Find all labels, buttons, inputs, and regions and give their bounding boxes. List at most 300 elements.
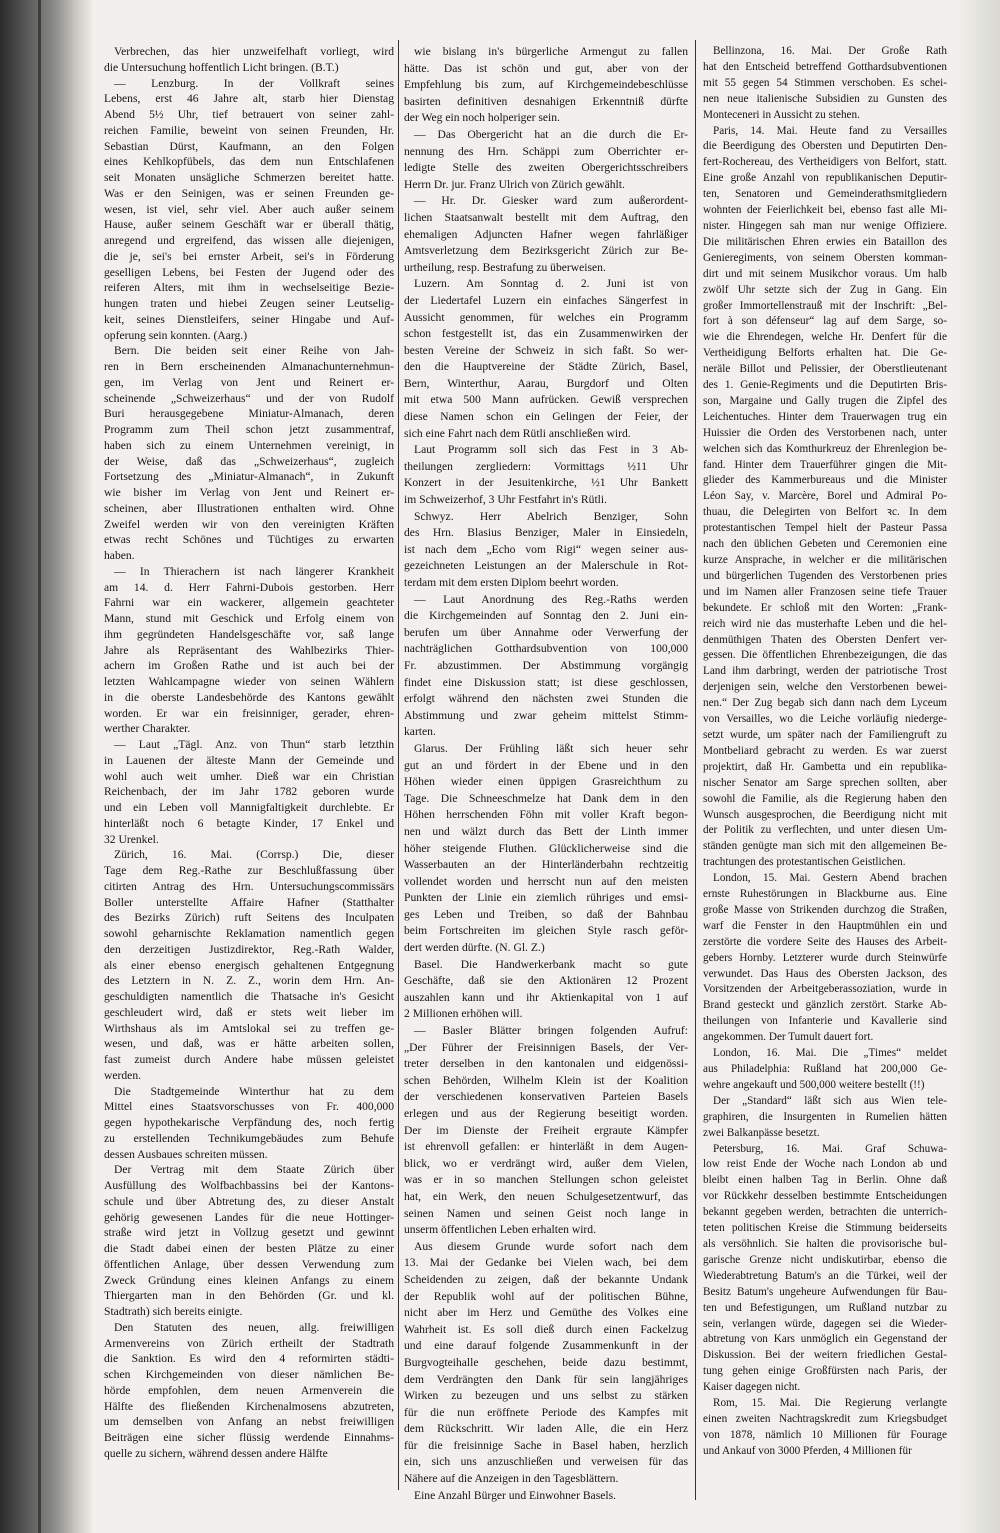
text-line: wie bislang in's bürgerliche Armengut zu fallen bbox=[414, 45, 688, 58]
text-line: hätte. Das ist schön und gut, aber von der bbox=[404, 61, 688, 75]
text-line: Bern, Winterthur, Aarau, Burgdorf und Olten bbox=[404, 376, 688, 390]
text-line: dem Verdrängten den Dank für sein langjähriges bbox=[404, 1372, 688, 1386]
text-line: karten. bbox=[404, 725, 436, 739]
text-line: quelle zu sichern, während dessen andere Hälfte bbox=[104, 1446, 328, 1460]
text-line: hat den Entscheid betreffend Gotthardsubventionen bbox=[703, 60, 947, 73]
text-line: letzten Wahlcampagne wieder von seinen Wählern bbox=[104, 675, 394, 688]
text-line: und im Namen aller Franzosen seine tiefe Trauer bbox=[703, 585, 947, 598]
text-line: Bellinzona, 16. Mai. Der Große Rath bbox=[713, 45, 947, 57]
text-line: die Stadt dabei einen der besten Plätze zu einer bbox=[104, 1242, 394, 1255]
text-line: auszahlen kann und ihr Aktienkapital von 1 auf bbox=[404, 990, 688, 1004]
text-line: Reichenbach, der im Jahr 1782 geboren wurde bbox=[104, 785, 394, 799]
text-line: Armenvereins von Zürich ertheilt der Stadtrath bbox=[104, 1336, 394, 1350]
text-line: als einer ebenso energisch gehaltenen Entgegnung bbox=[104, 958, 394, 972]
text-line: schen Kirchgemeinden von dieser nämlichen Be- bbox=[104, 1368, 394, 1381]
text-line: Schwyz. Herr Abelrich Benziger, Sohn bbox=[414, 509, 688, 523]
article-paragraph bbox=[104, 1084, 394, 1163]
text-line: wesen, ist viel, sehr viel. Aber auch außer seinem bbox=[104, 202, 394, 216]
text-line: im Schweizerhof, 3 Uhr Festfahrt in's Rütli. bbox=[404, 493, 608, 507]
text-line: fast zumeist durch Andere habe müssen geleistet bbox=[104, 1053, 394, 1066]
text-line: Aus diesem Grunde wurde sofort nach dem bbox=[414, 1239, 688, 1253]
text-line: Montbeliard gebracht zu werden. Es war zuerst bbox=[703, 744, 947, 757]
text-line: Bern. Die beiden seit einer Reihe von Jah- bbox=[114, 344, 394, 358]
text-line: mit etwa 500 Mann aufrücken. Gewiß versprechen bbox=[404, 393, 688, 407]
article-paragraph bbox=[104, 1162, 394, 1320]
text-line: sowohl geharnischte Reklamation namentlich gegen bbox=[104, 927, 394, 940]
text-line: des Letztern in N. Z. Z., worin dem Hrn. An- bbox=[104, 974, 394, 988]
article-paragraph bbox=[104, 44, 394, 76]
text-line: citirten Antrag des Hrn. Untersuchungscommissärs bbox=[104, 879, 394, 893]
text-line: sowohl die Familie, als die Regierung haben den bbox=[703, 792, 947, 805]
text-line: Aussicht genommen, für welches ein Programm bbox=[404, 310, 688, 324]
text-line: garische Grenze nicht undiskutirbar, ebenso die bbox=[703, 1253, 947, 1266]
book-binding-edge bbox=[0, 0, 92, 1533]
text-line: eines Kehlkopfübels, das dem nun Entschlafenen bbox=[104, 155, 394, 169]
text-line: der Weg ein noch holperiger sein. bbox=[404, 111, 560, 125]
text-line: etwas recht Schönes und Tüchtiges zu erwarten bbox=[104, 533, 394, 547]
text-line: Zweifel werden wir von den vereinigten Kräften bbox=[104, 517, 394, 531]
text-line: neräle Billot und Pelissier, der Oberstlieutenant bbox=[703, 363, 947, 376]
text-line: den die Hauptvereine der Städte Zürich, Basel, bbox=[404, 360, 688, 374]
text-line: dessen Ausbaues schreiten müssen. bbox=[104, 1147, 268, 1161]
column-2 bbox=[404, 44, 688, 1504]
article-paragraph bbox=[404, 127, 688, 193]
text-line: scheinen, aber Illustrationen enthalten wird. Ohne bbox=[104, 501, 394, 515]
text-line: Buri herausgegebene Miniatur-Almanach, deren bbox=[104, 407, 394, 421]
text-line: als versöhnlich. Sie halten die provisorische bul- bbox=[703, 1237, 947, 1250]
text-line: und ein Leben voll Mannigfaltigkeit durchlebte. Er bbox=[104, 801, 394, 814]
text-line: zu erstellenden Technikumgebäudes zum Behufe bbox=[104, 1131, 394, 1145]
text-line: London, 16. Mai. Die „Times“ meldet bbox=[713, 1047, 947, 1060]
text-line: ledigte Stelle des zweiten Obergerichtsschreibers bbox=[404, 161, 688, 175]
text-line: son, Margaine und Gally trugen die Zipfel des bbox=[703, 394, 947, 407]
text-line: 13. Mai der Gedanke bei Vielen wach, bei dem bbox=[404, 1256, 688, 1270]
text-line: Fahrni war ein wackerer, allgemein geachteter bbox=[104, 596, 394, 610]
text-line: hat, ein Werk, den neuen Schulgesetzentwurf, das bbox=[404, 1189, 688, 1203]
text-line: opferung sein konnten. (Aarg.) bbox=[104, 328, 248, 342]
text-line: geschleudert wird, daß er stets weit lieber im bbox=[104, 1005, 394, 1019]
text-line: ist ehrenvoll gefallen: er hinterläßt in dem Augen- bbox=[404, 1140, 688, 1154]
text-line: fert-Rochereau, des Vertheidigers von Belfort, statt. bbox=[703, 156, 947, 169]
text-line: denmüthigen Thaten des Obersten Denfert ver- bbox=[703, 633, 947, 646]
text-line: die Untersuchung hoffentlich Licht bringen. (B.T.) bbox=[104, 60, 339, 74]
text-line: — Lenzburg. In der Vollkraft seines bbox=[114, 76, 394, 90]
text-line: tung gehen einige Großfürsten nach Paris, der bbox=[703, 1365, 947, 1378]
text-line: gezeichneten Leistungen an der Malerschule in Rot- bbox=[404, 559, 688, 573]
text-line: einen zweiten Nachtragskredit zum Kriegsbudget bbox=[703, 1412, 947, 1425]
article-paragraph bbox=[404, 1488, 688, 1505]
article-paragraph bbox=[703, 1046, 947, 1094]
text-line: haben. bbox=[104, 549, 135, 562]
text-line: Wirken zu bezeugen und uns selbst zu stärken bbox=[404, 1389, 688, 1403]
text-line: Höhen wieder einen üppigen Grasreichthum zu bbox=[404, 775, 688, 789]
text-line: haben sich zu einem Unternehmen vereinigt, in bbox=[104, 438, 394, 452]
text-line: des Bezirks Zürich) ruft Seitens des Inculpaten bbox=[104, 911, 394, 925]
text-line: Diskussion. Bei der weitern friedlichen Gestal- bbox=[703, 1349, 947, 1362]
article-paragraph bbox=[104, 737, 394, 847]
text-line: Herrn Dr. jur. Franz Ulrich von Zürich gewählt. bbox=[404, 177, 625, 191]
text-line: Hälfte des fließenden Kirchenalmosens abzutreten, bbox=[104, 1399, 394, 1413]
text-line: Besitz Batum's ungeheure Aufwendungen für Bau- bbox=[703, 1285, 947, 1298]
text-line: Konzert in der Jesuitenkirche, ½1 Uhr Bankett bbox=[404, 476, 688, 490]
text-line: Eine Anzahl Bürger und Einwohner Basels. bbox=[414, 1488, 616, 1502]
text-line: projektirt, daß Hr. Gambetta und ein republika- bbox=[703, 760, 947, 773]
text-line: Wirthshaus als im Amtslokal sei zu treffen ge- bbox=[104, 1021, 394, 1035]
text-line: Mann, stund mit Geschick und Erfolg einem von bbox=[104, 612, 394, 625]
text-line: vor Rückkehr desselben bestimmte Entscheidungen bbox=[703, 1190, 947, 1203]
text-line: Beiträgen eine sicher flüssig werdende Einnahms- bbox=[104, 1431, 394, 1444]
text-line: trachtungen des protestantischen Geistlichen. bbox=[703, 856, 906, 869]
text-line: Petersburg, 16. Mai. Graf Schuwa- bbox=[713, 1142, 947, 1155]
text-line: — Laut Anordnung des Reg.-Raths werden bbox=[414, 592, 688, 606]
text-line: Abend 5½ Uhr, tief betrauert von seiner zahl- bbox=[104, 108, 394, 121]
text-line: nen neue italienische Subsidien zu Gunsten des bbox=[703, 92, 947, 105]
text-line: basirten definitiven desnahigen Erkenntniß dürfte bbox=[404, 94, 688, 108]
text-line: großer Immortellenstrauß mit der Inschrift: „Bel- bbox=[703, 299, 947, 312]
text-line: teten politischen Kreise die Stimmung beiderseits bbox=[703, 1222, 947, 1235]
text-line: worden. Er war ein freisinniger, gerader, ehren- bbox=[104, 706, 394, 720]
text-line: bekannt gegeben werden, betrachten die unterrich- bbox=[703, 1206, 947, 1219]
page-edge bbox=[960, 0, 1000, 1533]
text-line: Scheidenden zu zeigen, daß der bekannte Undank bbox=[404, 1272, 688, 1286]
article-paragraph bbox=[104, 343, 394, 564]
article-paragraph bbox=[404, 44, 688, 127]
text-line: Leichentuches. Hinter dem Trauerwagen trug ein bbox=[703, 410, 947, 423]
text-line: gegen hypothekarische Verpfändung des, noch fertig bbox=[104, 1116, 394, 1129]
text-line: besten Vereine der Schweiz in sich faßt. So wer- bbox=[404, 343, 688, 357]
text-line: fand. Hinter dem Trauerführer gingen die Mit- bbox=[703, 458, 947, 471]
text-line: die Kirchgemeinden auf Sonntag den 2. Juni ein- bbox=[404, 609, 688, 623]
text-line: gebers Hornby. Letzterer wurde durch Steinwürfe bbox=[703, 951, 947, 964]
text-line: Geschäfte, daß sie den Aktionären 12 Prozent bbox=[404, 974, 688, 988]
text-line: den derzeitigen Justizdirektor, Reg.-Rath Walder, bbox=[104, 942, 394, 956]
text-line: unserm öffentlichen Leben erhalten wird. bbox=[404, 1223, 596, 1237]
column-3 bbox=[703, 44, 947, 1460]
text-line: angekommen. Der Tumult dauert fort. bbox=[703, 1031, 874, 1044]
text-line: Luzern. Am Sonntag d. 2. Juni ist von bbox=[414, 277, 688, 291]
text-line: Fr. abzustimmen. Der Abstimmung vorgängig bbox=[404, 658, 688, 672]
text-line: geschuldigten namentlich die Thatsache in's Gesicht bbox=[104, 990, 394, 1003]
text-line: low reist Ende der Woche nach London ab und bbox=[703, 1158, 947, 1171]
text-line: zwölf Uhr setzte sich der Zug in Gang. Ein bbox=[703, 283, 947, 296]
text-line: Fortsetzung des „Miniatur-Almanach“, in Zukunft bbox=[104, 470, 394, 484]
text-line: — Hr. Dr. Giesker ward zum außerordent- bbox=[414, 194, 688, 208]
article-paragraph bbox=[703, 1396, 947, 1460]
text-line: nischer Senator am Sarge sprechen sollten, aber bbox=[703, 776, 947, 789]
text-line: — Das Obergericht hat an die durch die Er- bbox=[414, 127, 688, 141]
text-line: Lebens, erst 46 Jahre alt, starb hier Dienstag bbox=[104, 92, 394, 106]
text-line: zwei Balkanpässe besetzt. bbox=[703, 1126, 820, 1139]
text-line: aus Philadelphia: Rußland hat 200,000 Ge- bbox=[703, 1063, 947, 1075]
text-line: theilungen von Infanterie und Kavallerie sind bbox=[703, 1015, 947, 1028]
text-line: erfolgt während den nächsten zwei Stunden die bbox=[404, 692, 688, 706]
text-line: Empfehlung bis zum, auf Kirchgemeindebeschlüsse bbox=[404, 78, 688, 92]
text-line: Thiergarten man in den Behörden (Gr. und kl. bbox=[104, 1289, 394, 1303]
text-line: Vertheidigung Belforts erhalten hat. Die Ge- bbox=[703, 347, 947, 360]
text-line: fort à son défenseur“ lag auf dem Sarge, so- bbox=[703, 315, 947, 328]
text-line: Stadtrath) sich bereits einigte. bbox=[104, 1305, 243, 1318]
article-paragraph bbox=[104, 847, 394, 1083]
text-line: theilungen zergliedern: Vormittags ½11 Uhr bbox=[404, 459, 688, 473]
text-line: protestantischen Tempel hielt der Pasteur Passa bbox=[703, 522, 947, 535]
text-line: sein, verlangen würde, dagegen sei die Wieder- bbox=[703, 1317, 947, 1330]
text-line: öffentlichen Anlage, über dessen Verwendung zum bbox=[104, 1257, 394, 1271]
text-line: wohl auch weit umher. Dieß war ein Christian bbox=[104, 769, 394, 783]
text-line: nachträglichen Gotthardsubvention von 100,000 bbox=[404, 642, 688, 656]
text-line: Léon Say, v. Marcère, Borel und Admiral Po- bbox=[703, 490, 947, 503]
text-line: der Politik zu verflechten, und unter diesen Um- bbox=[703, 824, 947, 837]
text-line: Tage. Die Schneeschmelze hat Dank dem in den bbox=[404, 791, 688, 805]
text-line: von Versailles, wo die Leiche vorläufig niederge- bbox=[703, 713, 947, 726]
text-line: achern im Großen Rathe und ist auch bei der bbox=[104, 659, 394, 673]
text-line: des Hrn. Blasius Benziger, Maler in Einsiedeln, bbox=[404, 526, 688, 540]
text-line: die Beerdigung des Obersten und Deputirten Den- bbox=[703, 140, 947, 153]
text-line: Monteceneri in Aussicht zu stehen. bbox=[703, 108, 860, 121]
text-line: für die freisinnige Sache in Basel haben, herzlich bbox=[404, 1438, 688, 1452]
text-line: gut an und fördert in der Ebene und in den bbox=[404, 758, 688, 772]
text-line: Verbrechen, das hier unzweifelhaft vorliegt, wird bbox=[114, 45, 394, 58]
text-line: um demselben von Anfang an nebst freiwilligen bbox=[104, 1415, 394, 1429]
text-line: ges Leben und Treiben, so daß der Bahnbau bbox=[404, 907, 688, 921]
text-line: dem Rückschritt. Wir laden Alle, die ein Herz bbox=[404, 1422, 688, 1436]
text-line: wie bisher im Verlag von Jent und Reinert er- bbox=[104, 486, 394, 499]
text-line: Höhen herrschenden Föhn mit voller Kraft begon- bbox=[404, 808, 688, 822]
text-line: der verschiedenen konservativen Parteien Basels bbox=[404, 1090, 688, 1104]
text-line: Mittel eines Staatsvorschusses von Fr. 400,000 bbox=[104, 1100, 394, 1114]
article-paragraph bbox=[703, 124, 947, 872]
text-line: ren in Bern erscheinenden Almanachunternehmun- bbox=[104, 360, 394, 373]
text-line: werden. bbox=[104, 1068, 142, 1082]
text-line: Was er den Seinigen, was er seinen Freunden ge- bbox=[104, 186, 394, 200]
article-paragraph bbox=[404, 592, 688, 741]
text-line: werther Charakter. bbox=[104, 722, 191, 736]
text-line: beim Fortschreiten im gleichen Style rasch geför- bbox=[404, 924, 688, 938]
text-line: bekundete. Er schloß mit den Worten: „Frank- bbox=[703, 601, 947, 614]
text-line: geselligen Lebens, bei Festen der Jugend oder des bbox=[104, 265, 394, 279]
text-line: und bürgerlichen Tugenden des Verstorbenen pries bbox=[703, 569, 947, 582]
text-line: Land ihm darbringt, werden der patriotische Trost bbox=[703, 665, 947, 678]
text-line: in die oberste Landesbehörde des Kantons gewählt bbox=[104, 690, 394, 704]
article-paragraph bbox=[404, 276, 688, 442]
article-paragraph bbox=[703, 1094, 947, 1142]
text-line: zerstörte die vordere Seite des Hauses des Arbeit- bbox=[703, 935, 947, 948]
text-line: Der Vertrag mit dem Staate Zürich über bbox=[114, 1163, 394, 1177]
text-line: — In Thierachern ist nach längerer Krankheit bbox=[114, 564, 394, 578]
text-line: reichen Familie, beweint von seinen Freunden, Hr. bbox=[104, 123, 394, 137]
text-line: Basel. Die Handwerkerbank macht so gute bbox=[414, 957, 688, 971]
text-line: Der „Standard“ läßt sich aus Wien tele- bbox=[713, 1094, 947, 1107]
article-paragraph bbox=[404, 741, 688, 957]
text-line: Die militärischen Ehren erwies ein Bataillon des bbox=[703, 235, 947, 248]
text-line: hinterläßt noch 6 betagte Kinder, 17 Enkel und bbox=[104, 816, 394, 830]
text-line: ihm gegründeten Handelsgeschäfte vor, saß lange bbox=[104, 627, 394, 641]
article-paragraph bbox=[404, 1023, 688, 1239]
text-line: graphiren, die Insurgenten in Rumelien hätten bbox=[703, 1110, 947, 1123]
text-line: 32 Urenkel. bbox=[104, 832, 159, 846]
text-line: Wahrheit ist. Es soll dieß durch einen Fackelzug bbox=[404, 1322, 688, 1336]
text-line: Tage dem Reg.-Rathe zur Beschlußfassung über bbox=[104, 864, 394, 877]
text-line: mit 55 gegen 54 Stimmen verschoben. Es schei- bbox=[703, 76, 947, 89]
text-line: dirt und mit seinem Musikchor voraus. Um halb bbox=[703, 267, 947, 280]
text-line: Wunsch ausgesprochen, die Beerdigung nicht mit bbox=[703, 808, 947, 821]
text-line: Huissier die Orden des Verstorbenen nach, unter bbox=[703, 426, 947, 439]
article-paragraph bbox=[104, 76, 394, 344]
text-line: was er in so manchen Stellungen schon geleistet bbox=[404, 1173, 688, 1187]
text-line: Abstimmung und zwar geheim mittelst Stimm- bbox=[404, 708, 688, 722]
text-line: ist nach dem „Echo vom Rigi“ wegen seiner aus- bbox=[404, 542, 688, 556]
text-line: Zweck Gründung eines kleinen Anfangs zu einem bbox=[104, 1273, 394, 1287]
article-paragraph bbox=[104, 1320, 394, 1462]
text-line: lichen Staatsanwalt bestellt mit dem Auftrag, den bbox=[404, 210, 688, 224]
text-line: nen.“ Der Zug begab sich dann nach dem Lyceum bbox=[703, 697, 947, 710]
text-line: der Liedertafel Luzern ein einfaches Sängerfest in bbox=[404, 293, 688, 307]
article-paragraph bbox=[404, 509, 688, 592]
text-line: reiferen Alters, mit ihm in wechselseitige Bezie- bbox=[104, 281, 394, 295]
text-line: wehre angekauft und 500,000 weitere bestellt (!!) bbox=[703, 1078, 925, 1091]
text-line: glieder des Kammerbureaus und die Minister bbox=[703, 474, 947, 487]
text-line: verwundet. Das Haus des Obersten Jackson, des bbox=[703, 967, 947, 980]
text-line: Jahre als Repräsentant des Wahlbezirks Thier- bbox=[104, 643, 394, 657]
text-line: Kaiser dagegen nicht. bbox=[703, 1381, 801, 1394]
text-line: setzt wurde, um später nach der Familiengruft zu bbox=[703, 728, 947, 741]
text-line: findet eine Diskussion statt; ist diese geschlossen, bbox=[404, 675, 688, 689]
text-line: blick, wo er verdrängt wird, außer dem Vielen, bbox=[404, 1156, 688, 1170]
text-line: seit Monaten unsägliche Schmerzen bereitet hatte. bbox=[104, 171, 394, 184]
text-line: Paris, 14. Mai. Heute fand zu Versailles bbox=[713, 124, 947, 137]
text-line: Genieregiments, von seinem Obersten komman- bbox=[703, 251, 947, 264]
text-line: Burgvogteihalle geschehen, beide dazu bestimmt, bbox=[404, 1355, 688, 1369]
text-line: Glarus. Der Frühling läßt sich heuer sehr bbox=[414, 741, 688, 755]
text-line: Laut Programm soll sich das Fest in 3 Ab- bbox=[414, 443, 688, 457]
column-1 bbox=[104, 44, 394, 1462]
text-line: vollendet worden und herrscht nun auf den meisten bbox=[404, 874, 688, 888]
text-line: nicht aber im Herz und Gemüthe des Volkes eine bbox=[404, 1306, 688, 1320]
article-paragraph bbox=[703, 1142, 947, 1397]
text-line: straße wird jetzt in Vollzug gesetzt und gewinnt bbox=[104, 1226, 394, 1240]
text-line: terdam mit dem ersten Diplom beehrt worden. bbox=[404, 576, 619, 589]
text-line: in Lauenen der älteste Mann der Gemeinde und bbox=[104, 753, 394, 767]
article-paragraph bbox=[104, 564, 394, 737]
text-line: diese Namen schon ein Gelingen der Feier, der bbox=[404, 410, 688, 424]
text-line: ständen genügte man sich mit den allgemeinen Be- bbox=[703, 840, 947, 853]
article-paragraph bbox=[404, 193, 688, 276]
column-rule bbox=[398, 40, 399, 1490]
text-line: große Masse von Strikenden durchzog die Straßen, bbox=[703, 903, 947, 916]
text-line: Die Stadtgemeinde Winterthur hat zu dem bbox=[114, 1084, 394, 1098]
text-line: seinen Namen und seinen Geist noch lange in bbox=[404, 1206, 688, 1220]
text-line: scheinende „Schweizerhaus“ und der von Rudolf bbox=[104, 391, 394, 405]
text-line: treter derselben in den kantonalen und eidgenössi- bbox=[404, 1057, 688, 1071]
text-line: Wiederabtretung Batum's an die Türkei, weil der bbox=[703, 1269, 947, 1282]
text-line: — Basler Blätter bringen folgenden Aufruf: bbox=[414, 1024, 688, 1038]
text-line: Der im Dienste der Freiheit ergraute Kämpfer bbox=[404, 1123, 688, 1137]
text-line: am 14. d. Herr Fahrni-Dubois gestorben. Herr bbox=[104, 580, 394, 594]
text-line: ten und Befestigungen, um Rußland nutzbar zu bbox=[703, 1301, 947, 1314]
article-paragraph bbox=[703, 44, 947, 124]
article-paragraph bbox=[703, 871, 947, 1046]
text-line: abtretung von Kars unmöglich ein Gegenstand der bbox=[703, 1333, 947, 1346]
text-line: derjenigen sein, welche den Verstorbenen bewei- bbox=[703, 681, 947, 694]
text-line: nach den üblichen Gebeten und Ceremonien eine bbox=[703, 538, 947, 551]
text-line: keit, seines Dienstleifers, seiner Hingabe und Auf- bbox=[104, 312, 394, 326]
text-line: reich wird nie das musterhafte Leben und die hel- bbox=[703, 617, 947, 630]
text-line: nen und wälzt durch das Bett der Linth immer bbox=[404, 824, 688, 838]
text-line: ehemaligen Adjuncten Hafner wegen fahrläßiger bbox=[404, 227, 688, 241]
text-line: hungen traten und hiebei Zeugen seiner Leutselig- bbox=[104, 297, 394, 310]
text-line: schon festgestellt ist, das ein Zusammenwirken der bbox=[404, 327, 688, 341]
text-line: ernste Ruhestörungen in Blackburne aus. Eine bbox=[703, 888, 947, 901]
text-line: wie die Ehrendegen, welche Hr. Denfert für die bbox=[703, 331, 947, 344]
text-line: Den Statuten des neuen, allg. freiwilligen bbox=[114, 1320, 394, 1334]
text-line: wesen, und daß, was er hätte arbeiten sollen, bbox=[104, 1037, 394, 1051]
text-line: die je, sei's bei ernster Arbeit, sei's in Förderung bbox=[104, 249, 394, 263]
text-line: von 1878, nämlich 10 Millionen für Fourage bbox=[703, 1428, 947, 1441]
text-line: und eine darauf folgende Zusammenkunft in der bbox=[404, 1339, 688, 1353]
text-line: höher steigende Fluthen. Glücklicherweise sind die bbox=[404, 841, 688, 855]
text-line: schen Behörden, Wilhelm Klein ist der Koalition bbox=[404, 1073, 688, 1087]
text-line: schule und über Abtretung des, zu dieser Anstalt bbox=[104, 1194, 394, 1208]
text-line: hörde empfohlen, dem neuen Armenverein die bbox=[104, 1383, 394, 1397]
text-line: gehörig gewesenen Landes für die neue Hottinger- bbox=[104, 1210, 394, 1224]
text-line: Zürich, 16. Mai. (Corrsp.) Die, dieser bbox=[114, 848, 394, 862]
text-line: warf die Fenster in den Hauptmühlen ein und bbox=[703, 919, 947, 932]
text-line: Sebastian Dürst, Kaufmann, an den Folgen bbox=[104, 139, 394, 153]
text-line: urtheilung, resp. Bestrafung zu überweisen. bbox=[404, 260, 606, 274]
text-line: „Der Führer der Freisinnigen Basels, der Ver- bbox=[404, 1040, 688, 1054]
text-line: und Ankauf von 3000 Pferden, 4 Millionen für bbox=[703, 1444, 912, 1457]
text-line: kurze Ansprache, in welcher er die militärischen bbox=[703, 554, 947, 566]
text-line: nister. Hingegen sah man nur wenige Offiziere. bbox=[703, 219, 947, 232]
text-line: nennung des Hrn. Schäppi zum Oberrichter er- bbox=[404, 144, 688, 158]
text-line: — Laut „Tägl. Anz. von Thun“ starb letzthin bbox=[114, 738, 394, 751]
text-line: die Sanktion. Es wird den 4 reformirten städti- bbox=[104, 1352, 394, 1366]
text-line: ein, sich uns anzuschließen und verweisen für das bbox=[404, 1455, 688, 1469]
text-line: sich eine Fahrt nach dem Rütli anschließen wird. bbox=[404, 426, 631, 440]
text-line: des 1. Genie-Regiments und die Deputirten Bris- bbox=[703, 379, 947, 392]
text-line: dert werden dürfte. (N. Gl. Z.) bbox=[404, 941, 545, 955]
article-paragraph bbox=[404, 957, 688, 1023]
text-line: Amtsverletzung dem Bezirksgericht Zürich zur Be- bbox=[404, 244, 688, 258]
text-line: Hause, außer seinem Geschäft war er überall thätig, bbox=[104, 218, 394, 232]
text-line: gessen. Die öffentlichen Ehrenbezeigungen, die das bbox=[703, 649, 947, 662]
text-line: der Republik wohl auf der politischen Bühne, bbox=[404, 1289, 688, 1303]
text-line: gen, im Verlag von Jent und Reinert er- bbox=[104, 375, 394, 389]
text-line: 2 Millionen erhöhen will. bbox=[404, 1007, 523, 1021]
text-line: Programm zum Theil schon jetzt zusammentraf, bbox=[104, 423, 394, 436]
text-line: welchen sich das Komthurkreuz der Ehrenlegion be- bbox=[703, 442, 947, 455]
text-line: Rom, 15. Mai. Die Regierung verlangte bbox=[713, 1397, 947, 1410]
article-paragraph bbox=[404, 442, 688, 508]
text-line: anregend und ergreifend, das wissen alle diejenigen, bbox=[104, 234, 394, 247]
text-line: Nähere auf die Anzeigen in den Tagesblättern. bbox=[404, 1472, 619, 1486]
article-paragraph bbox=[404, 1239, 688, 1488]
text-line: berufen um über Annahme oder Verwerfung der bbox=[404, 625, 688, 639]
text-line: bleibt einen halben Tag in Berlin. Ohne daß bbox=[703, 1174, 947, 1187]
text-line: erlegen und aus der Regierung beseitigt worden. bbox=[404, 1107, 688, 1120]
text-line: wohnten der Feierlichkeit bei, ebenso fast alle Mi- bbox=[703, 204, 947, 217]
text-line: Vorsitzenden der Arbeitgeberassoziation, wurde in bbox=[703, 983, 947, 996]
text-line: Boller unterstellte Affaire Hafner (Statthalter bbox=[104, 895, 394, 909]
text-line: London, 15. Mai. Gestern Abend brachen bbox=[713, 872, 947, 885]
text-line: für die nun eröffnete Periode des Kampfes mit bbox=[404, 1405, 688, 1419]
text-line: Brand gesteckt und gänzlich zerstört. Starke Ab- bbox=[703, 999, 947, 1012]
text-line: ten, Senatoren und Gemeinderathsmitgliedern bbox=[703, 188, 947, 201]
text-line: Wasserbauten an der Hinterländerbahn rechtzeitig bbox=[404, 858, 688, 872]
text-line: Ausfüllung des Wolfbachbassins bei der Kantons- bbox=[104, 1179, 394, 1192]
text-line: Punkten der Linie ein ziemlich rühriges und emsi- bbox=[404, 891, 688, 905]
text-line: Eine große Anzahl von republikanischen Deputir- bbox=[703, 172, 947, 185]
text-line: der Weise, daß das „Schweizerhaus“, zugleich bbox=[104, 454, 394, 468]
